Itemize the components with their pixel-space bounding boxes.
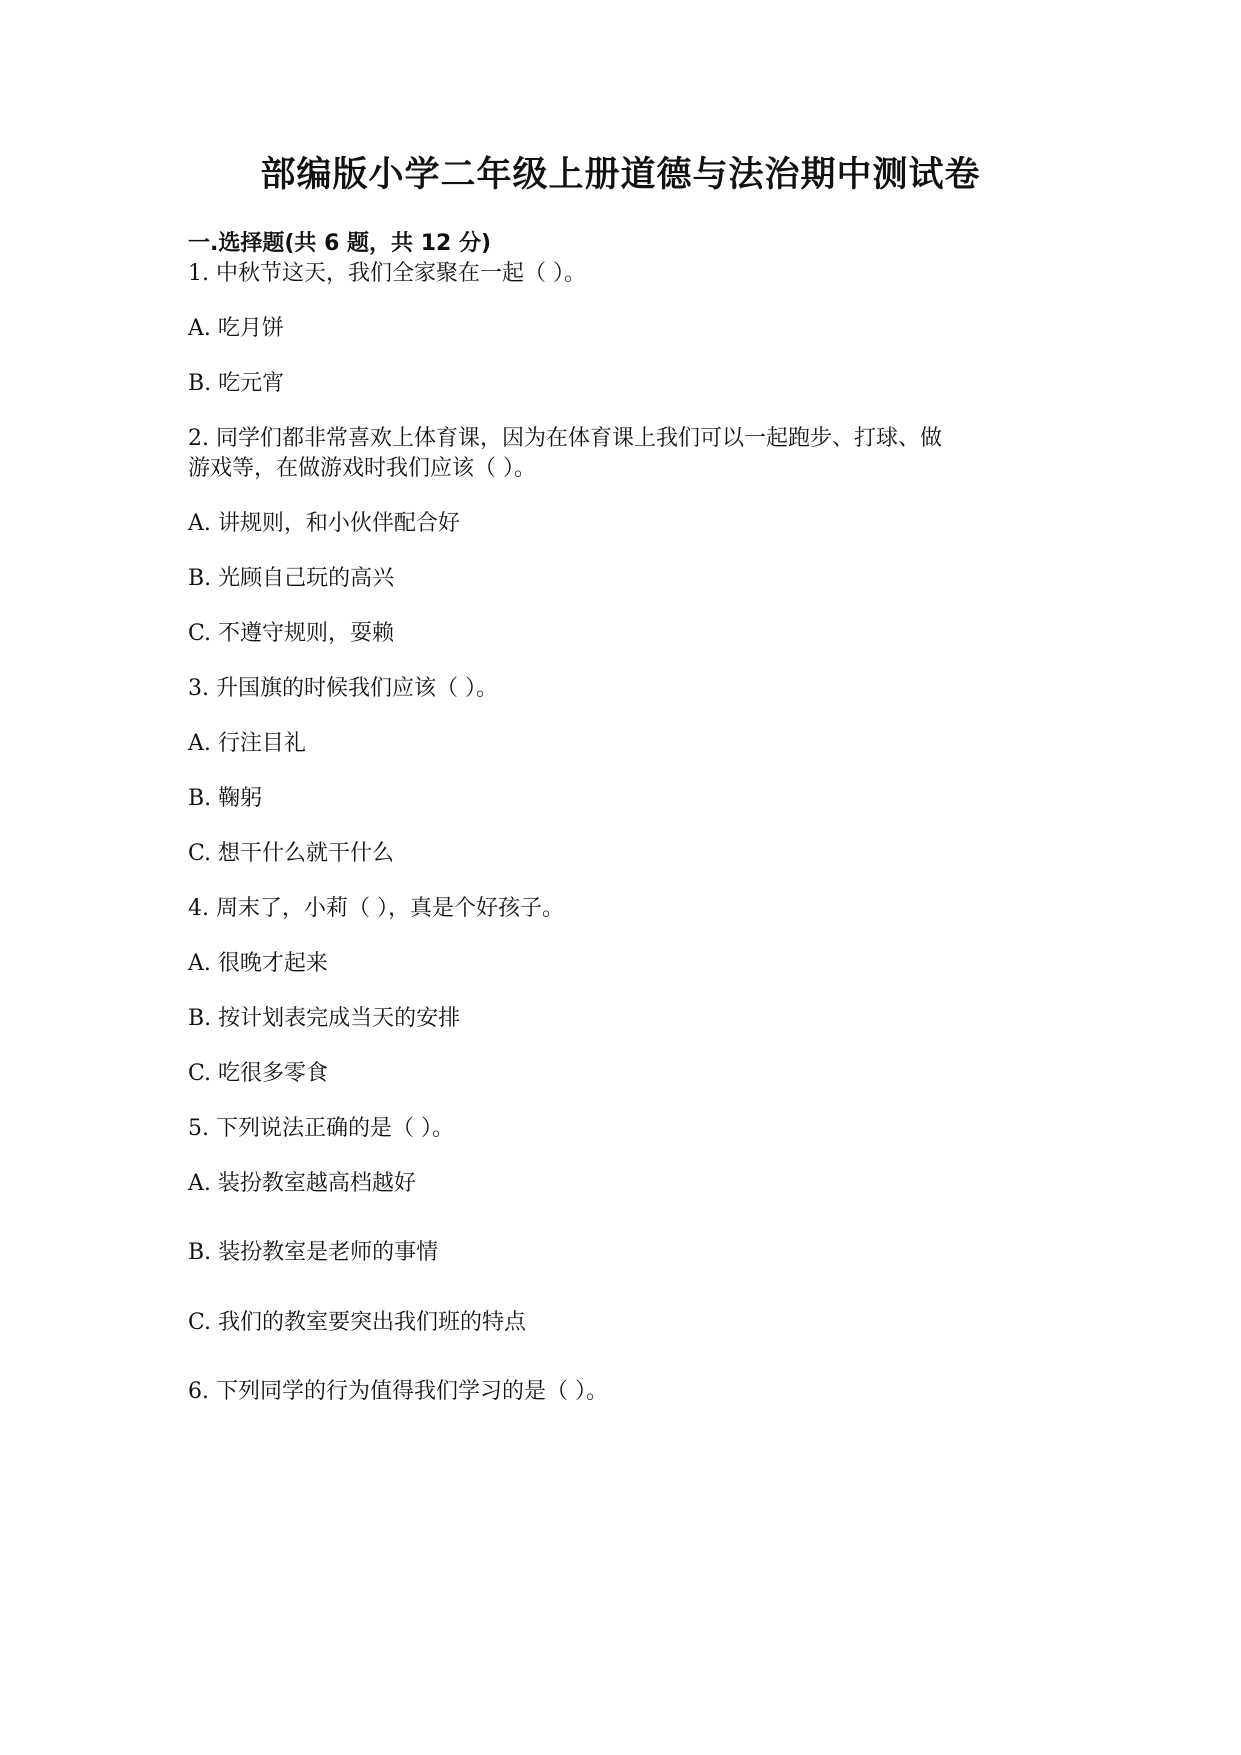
question-6-stem: 6. 下列同学的行为值得我们学习的是（ ）。	[188, 1379, 608, 1404]
question-4-option-b: B. 按计划表完成当天的安排	[188, 1006, 461, 1031]
question-5-option-b: B. 装扮教室是老师的事情	[188, 1240, 439, 1265]
page-title: 部编版小学二年级上册道德与法治期中测试卷	[260, 155, 981, 195]
question-2-stem-line-2: 游戏等，在做游戏时我们应该（ ）。	[188, 456, 536, 481]
question-3-option-a: A. 行注目礼	[188, 731, 306, 756]
question-3-stem: 3. 升国旗的时候我们应该（ ）。	[188, 676, 498, 701]
question-4-stem: 4. 周末了，小莉（ ），真是个好孩子。	[188, 896, 564, 921]
question-1-stem: 1. 中秋节这天，我们全家聚在一起（ ）。	[188, 261, 586, 286]
question-4-option-a: A. 很晚才起来	[188, 951, 328, 976]
question-4-option-c: C. 吃很多零食	[188, 1061, 329, 1086]
question-5-stem: 5. 下列说法正确的是（ ）。	[188, 1116, 454, 1141]
question-2-option-b: B. 光顾自己玩的高兴	[188, 566, 395, 591]
question-1-option-b: B. 吃元宵	[188, 371, 285, 396]
section-heading: 一.选择题(共 6 题，共 12 分)	[188, 231, 492, 256]
question-2-option-c: C. 不遵守规则，耍赖	[188, 621, 395, 646]
question-5-option-c: C. 我们的教室要突出我们班的特点	[188, 1310, 527, 1335]
question-2-option-a: A. 讲规则，和小伙伴配合好	[188, 511, 460, 536]
question-5-option-a: A. 装扮教室越高档越好	[188, 1171, 416, 1196]
question-3-option-c: C. 想干什么就干什么	[188, 841, 395, 866]
question-1-option-a: A. 吃月饼	[188, 316, 284, 341]
question-2-stem-line-1: 2. 同学们都非常喜欢上体育课，因为在体育课上我们可以一起跑步、打球、做	[188, 426, 942, 451]
question-3-option-b: B. 鞠躬	[188, 786, 263, 811]
